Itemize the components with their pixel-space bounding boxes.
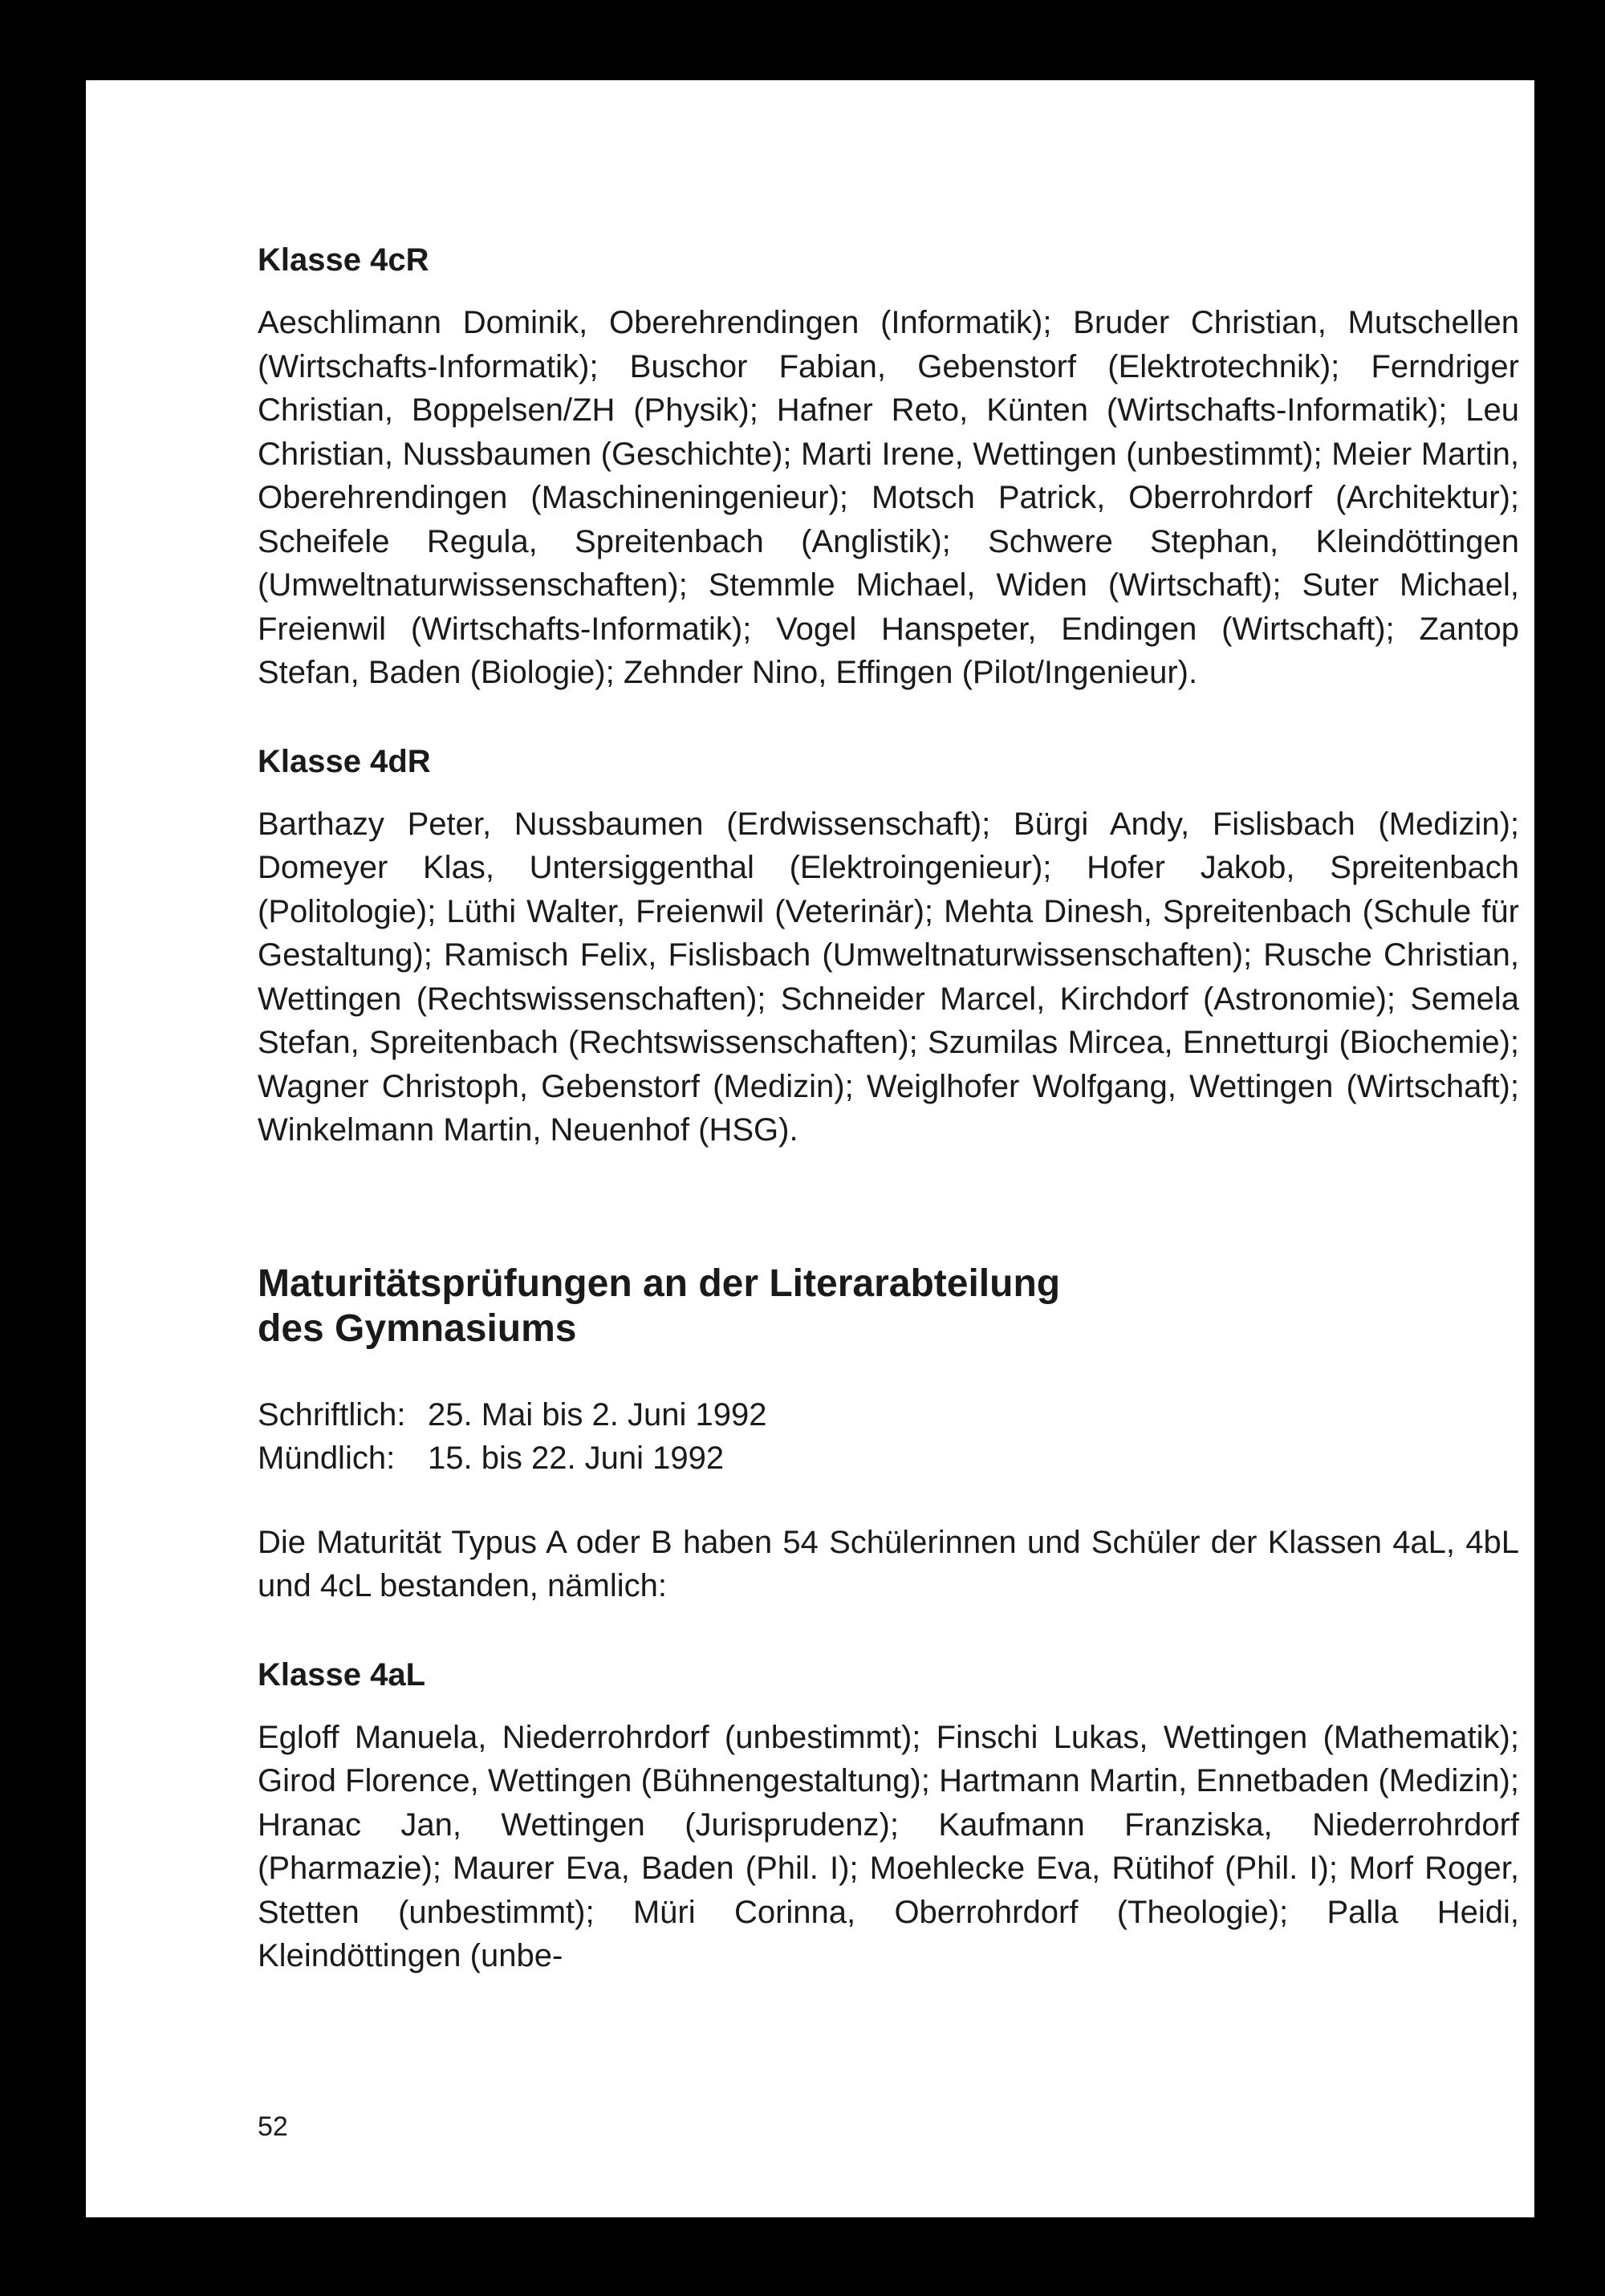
exam-dates [258, 1393, 1519, 1481]
oral-exam-label: Mündlich: [258, 1441, 396, 1476]
written-exam-label: Schriftlich: [258, 1396, 406, 1432]
oral-exam-row [258, 1437, 1519, 1481]
page-content [258, 238, 1519, 1978]
written-exam-value: 25. Mai bis 2. Juni 1992 [428, 1396, 767, 1432]
class-4dr-list: Barthazy Peter, Nussbaumen (Erdwissenschaft); Bürgi Andy, Fislisbach (Medizin); Domeyer Klas, Untersiggenthal (Elektroingenieur); Hofer Jakob, Spreitenbach (Politologie); Lüthi Walter, Freienwil (Veterinär); Mehta Dinesh, Spreitenbach (Schule für Gestaltung); Ramisch Felix, Fislisbach (Umweltnaturwissenschaften); Rusche Christian, Wettingen (Rechtswissenschaften); Schneider Marcel, Kirchdorf (Astronomie); Semela Stefan, Spreitenbach (Rechtswissenschaften); Szumilas Mircea, Ennetturgi (Biochemie); Wagner Christoph, Gebenstorf (Medizin); Weiglhofer Wolfgang, Wettingen (Wirtschaft); Winkelmann Martin, Neuenhof (HSG). [258, 806, 1519, 1148]
class-4al-heading: Klasse 4aL [258, 1656, 426, 1693]
page-number: 52 [258, 2111, 288, 2142]
oral-exam-value: 15. bis 22. Juni 1992 [428, 1441, 725, 1476]
class-4al-list: Egloff Manuela, Niederrohrdorf (unbestimmt); Finschi Lukas, Wettingen (Mathematik); Girod Florence, Wettingen (Bühnengestaltung); Hartmann Martin, Ennetbaden (Medizin); Hranac Jan, Wettingen (Jurisprudenz); Kaufmann Franziska, Niederrohrdorf (Pharmazie); Maurer Eva, Baden (Phil. I); Moehlecke Eva, Rütihof (Phil. I); Morf Roger, Stetten (unbestimmt); Müri Corinna, Oberrohrdorf (Theologie); Palla Heidi, Kleindöttingen (unbe- [258, 1719, 1519, 1973]
literar-intro: Die Maturität Typus A oder B haben 54 Schülerinnen und Schüler der Klassen 4aL, 4bL und 4cL bestanden, nämlich: [258, 1524, 1519, 1603]
class-4cr-list: Aeschlimann Dominik, Oberehrendingen (Informatik); Bruder Christian, Mutschellen (Wirtschafts-Informatik); Buschor Fabian, Gebenstorf (Elektrotechnik); Ferndriger Christian, Boppelsen/ZH (Physik); Hafner Reto, Künten (Wirtschafts-Informatik); Leu Christian, Nussbaumen (Geschichte); Marti Irene, Wettingen (unbestimmt); Meier Martin, Oberehrendingen (Maschineningenieur); Motsch Patrick, Oberrohrdorf (Architektur); Scheifele Regula, Spreitenbach (Anglistik); Schwere Stephan, Kleindöttingen (Umweltnaturwissenschaften); Stemmle Michael, Widen (Wirtschaft); Suter Michael, Freienwil (Wirtschafts-Informatik); Vogel Hanspeter, Endingen (Wirtschaft); Zantop Stefan, Baden (Biologie); Zehnder Nino, Effingen (Pilot/Ingenieur). [258, 305, 1519, 690]
literar-section-title [258, 1262, 1519, 1351]
literar-title-line1: Maturitätsprüfungen an der Literarabteilung [258, 1262, 1061, 1305]
literar-title-line2: des Gymnasiums [258, 1306, 577, 1350]
class-4cr-heading: Klasse 4cR [258, 242, 429, 278]
document-page [86, 80, 1534, 2217]
written-exam-row [258, 1393, 1519, 1437]
class-4dr-heading: Klasse 4dR [258, 743, 431, 779]
